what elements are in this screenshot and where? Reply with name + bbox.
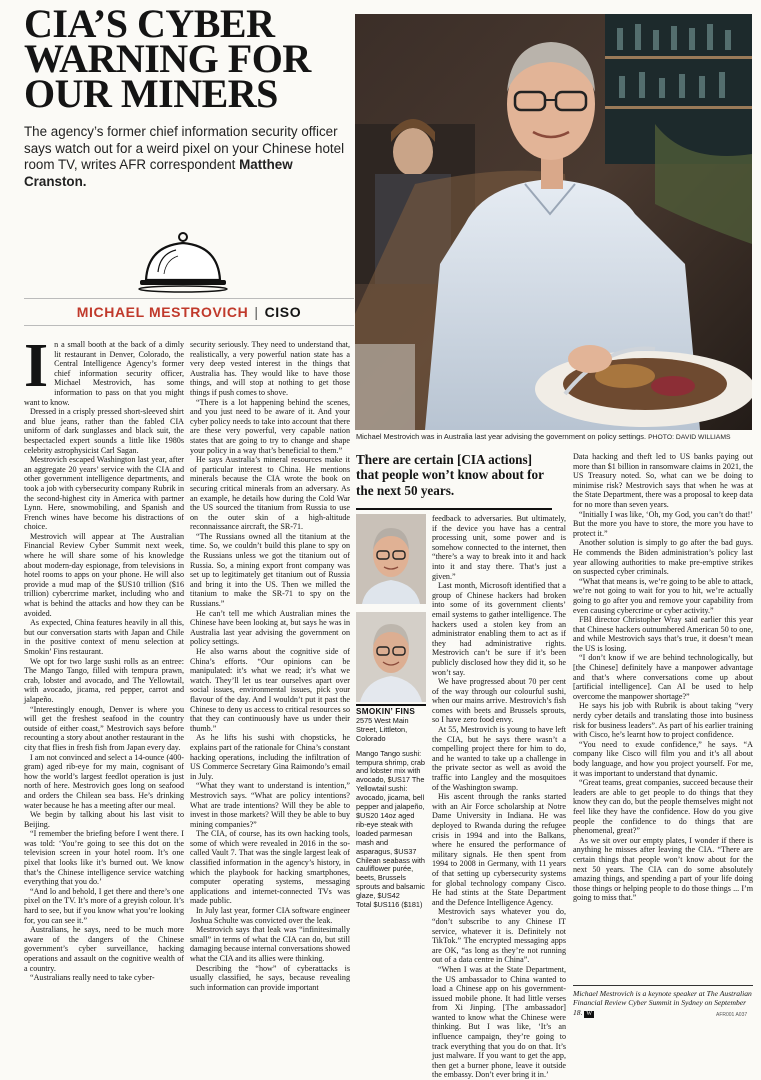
body-paragraph: He says Australia’s mineral resources make it of particular interest to China. He mentions minerals because the CIA wrote the book on securing critical minerals from an adversary. As an example, he details how during the Cold War the US sourced the titanium from Russia to use on the outer skin of a high-altitude reconnaissance aircraft, the SR-71. xyxy=(190,455,350,532)
mugshot-graphic xyxy=(356,514,426,604)
portrait-image xyxy=(355,14,752,430)
headline-line: WARNING FOR xyxy=(24,36,311,81)
caption-text: Michael Mestrovich was in Australia last year advising the government on policy settings. xyxy=(356,432,649,441)
body-paragraph: Mestrovich says that leak was “infinitesimally small” in terms of what the CIA can do, but still damaging because internal conversations showed what the CIA and its allies were thinking. xyxy=(190,925,350,963)
body-paragraph xyxy=(24,332,184,407)
body-paragraph: As he lifts his sushi with chopsticks, he explains part of the rationale for China’s constant hacking operations, including the infiltration of US Commerce Secretary Gina Raimondo’s email in July. xyxy=(190,733,350,781)
body-paragraph: Australians, he says, need to be much more aware of the dangers of the Chinese government’s cyber surveillance, hacking operations and assault on the cognitive wealth of a country. xyxy=(24,925,184,973)
body-paragraph: Describing the “how” of cyberattacks is usually classified, he says, because revealing such information can provide important xyxy=(190,963,350,992)
body-paragraph: Mestrovich escaped Washington last year, after an aggregate 20 years’ service with the CIA and other government intelligence departments, and took a job with cybersecurity company Rubrik in the second-highest city in America with partner Lynn. Here, snowmobiling, and Spanish and French wines have become his distractions of choice. xyxy=(24,455,184,532)
standfirst-author: Matthew Cranston. xyxy=(24,157,293,189)
body-paragraph: Mestrovich will appear at The Australian Financial Review Cyber Summit next week, where he will share some of his knowledge about modern-day espionage, from televisions in hotel rooms to apps on your phone. He will also provide a mud map of the $US10 trillion ($16 trillion) cybercrime market, including who and what is behind the attacks and how they can be avoided. xyxy=(24,531,184,618)
body-paragraph: “And lo and behold, I get there and there’s one pixel on the TV. It’s more of a greyish colour. It’s hard to see, but if you know what you’re looking for, you can see it.” xyxy=(24,886,184,925)
body-paragraph: “Australians really need to take cyber- xyxy=(30,973,155,983)
body-paragraph: Data hacking and theft led to US banks paying out more than $1 billion in ransomware claims in 2021, the US Treasury noted. So, what can we be doing to minimise risk? Mestrovich says that when he was at the State Department, there was a proposal to keep data for no more than seven years. xyxy=(573,452,753,509)
photo-credit: PHOTO: DAVID WILLIAMS xyxy=(648,434,731,441)
headline-line: OUR MINERS xyxy=(24,71,278,116)
sidebar-heading: SMOKIN’ FINS xyxy=(356,704,426,717)
sidebar-address: 2575 West Main Street, Littleton, Colorado xyxy=(356,715,409,743)
body-paragraph: “Great teams, great companies, succeed because their leaders are able to get people to do things that they know they can do, but the people themselves might not feel like they have the confidence. How do you give people the confidence to do things that are phenomenal, great?” xyxy=(573,778,753,836)
body-paragraph: FBI director Christopher Wray said earlier this year that Chinese hackers outnumbered American 50 to one, and while Mestrovich says that’s true, it doesn’t mean the US is losing. xyxy=(573,615,753,653)
body-paragraph: “I remember the briefing before I went there. I was told: ‘You’re going to see this dot on the television screen in your hotel room. It’s one pixel that looks like it’s burned out. We know that’s the Chinese intelligence service watching everything that you do.’ xyxy=(24,829,184,887)
body-paragraph: security seriously. They need to understand that, realistically, a very powerful nation state has a very deep vested interest in the things that Australia has. They would like to have those things, and will stop at nothing to get those things if push comes to shove. xyxy=(190,340,350,397)
body-column-2 xyxy=(190,340,350,992)
body-paragraph: “You need to exude confidence,” he says. “A company like Cisco will film you and it’s all about body language, and how you project yourself. For me, it was important to understand that dynamic. xyxy=(573,739,753,778)
body-paragraph: He also warns about the cognitive side of China’s efforts. “Our opinions can be manipulated: it’s what we read; it’s what we watch. They’ll let us tear ourselves apart over social issues, environmental issues, pick your flavour of the day. And I wouldn’t put it past the Chinese to deny us access to critical resources so that they can continuously have us under their thumb.” xyxy=(190,647,350,733)
body-paragraph: “I don’t know if we are behind technologically, but [the Chinese] definitely have a manpower advantage and that’s where conversations come up about [artificial intelligence]. Can AI be used to help overcome the manpower shortage?” xyxy=(573,653,753,701)
body-paragraph: “Interestingly enough, Denver is where you will get the freshest seafood in the country outside of either coast,” Mestrovich says before recounting a story about another restaurant in the city that flies in fresh fish from Japan every day. xyxy=(24,704,184,752)
body-paragraph: We have progressed about 70 per cent of the way through our colourful sushi, when our mains arrive. Mestrovich’s fish comes with beets and Brussels sprouts, so I have zero food envy. xyxy=(432,677,566,725)
sidebar-menu: Mango Tango sushi: tempura shrimp, crab and lobster mix with avocado, $US17 The Yellowtail sushi: avocado, jicama, bell pepper and jalapeño, $US20 14oz aged rib-eye steak with loaded parmesan mash and asparagus, $US37 Chilean seabass with cauliflower purée, beets, Brussels sprouts and balsamic glaze, $US42 xyxy=(356,748,425,901)
headline xyxy=(24,1,354,116)
body-paragraph: His ascent through the ranks started with an Air Force scholarship at Notre Dame University in Indiana. He was deployed to Rwanda during the refugee crisis in 1994 and into the Balkans, where he ensured the performance of military signals. He then spent from 1994 to 2008 in Germany, with 11 years of that setting up cybersecurity systems for global technology company Cisco. He had stints at the State Department and the Defence Intelligence Agency. xyxy=(432,792,566,907)
body-paragraph: He can’t tell me which Australian mines the Chinese have been looking at, but says he was in Australia last year advising the government on policy settings. xyxy=(190,608,350,647)
end-mark: W xyxy=(586,1010,593,1017)
body-paragraph: In July last year, former CIA software engineer Joshua Schulte was convicted over the leak. xyxy=(190,906,350,925)
main-photo xyxy=(355,14,752,430)
dropcap: I xyxy=(24,332,49,400)
byline-separator: | xyxy=(254,304,259,320)
body-column-1 xyxy=(24,332,184,983)
cloche-icon xyxy=(136,230,230,294)
body-paragraph: As we sit over our empty plates, I wonder if there is anything he misses after leaving the CIA. “There are certain things that people won’t know about for the next 50 years. The CIA can do some absolutely amazing things, and spending a part of your life doing those things or helping people to do those things ... I’m going to miss that.” xyxy=(573,835,753,903)
body-column-3 xyxy=(432,514,566,1080)
body-column-4 xyxy=(573,452,753,903)
body-paragraph: “There is a lot happening behind the scenes, and you just need to be aware of it. And your cyber policy needs to take into account that there are these very powerful, very capable nation states that are going to try to change and shape your policy in a way that’s beneficial to them.” xyxy=(190,397,350,455)
mugshot-graphic xyxy=(356,612,426,702)
sidebar-total: Total $US116 ($181) xyxy=(356,900,423,910)
photo-caption xyxy=(356,432,752,442)
byline-section: CISO xyxy=(264,304,302,320)
body-paragraph: “Initially I was like, ‘Oh, my God, you can’t do that!’ But the more you have to store, the more you have to protect it.” xyxy=(573,509,753,538)
byline xyxy=(24,298,354,326)
restaurant-sidebar xyxy=(356,704,426,910)
body-paragraph: Dressed in a crisply pressed short-sleeved shirt and blue jeans, rather than the fabled CIA uniform of dark sunglasses and black suit, the bespectacled expert sounds a little like 1980s celebrity astrophysicist Carl Sagan. xyxy=(24,407,184,455)
pull-quote-rule xyxy=(356,508,552,510)
body-paragraph: “When I was at the State Department, the US ambassador to China wanted to load a Chinese app on his government-issued mobile phone. It had little verses from Xi Jinping. [The ambassador] wanted to know what the Chinese were thinking. But I was like, ‘It’s an influence campaign, they’re going to track everything that you do on that. It’s just malware. If you want to get the app, then get a burner phone, leave it outside the embassy. Don’t ever bring it in.’ xyxy=(432,964,566,1080)
body-paragraph: The CIA, of course, has its own hacking tools, some of which were revealed in 2016 in the so-called Vault 7. That was the single largest leak of classified information in the agency’s history, in which the playbook for hacking smartphones, computer operating systems, messaging applications and internet-connected TVs was made public. xyxy=(190,829,350,906)
headline-line: CIA’S CYBER xyxy=(24,1,275,46)
byline-name: MICHAEL MESTROVICH xyxy=(76,304,249,320)
standfirst xyxy=(24,124,354,190)
standfirst-text: The agency’s former chief information security officer says watch out for a weird pixel on your Chinese hotel room TV, writes AFR correspondent xyxy=(24,124,345,172)
body-paragraph: Mestrovich says whatever you do, “don’t subscribe to any Chinese IT service, whatever it is. Definitely not TikTok.” The encrypted messaging apps are OK, “as long as they’re not running out of a data centre in China”. xyxy=(432,907,566,965)
body-paragraph: As expected, China features heavily in all this, but our conversation starts with Japan and Chile in the positive context of menu selection at Smokin’ Fins restaurant. xyxy=(24,618,184,656)
page-code: AFR001 A037 xyxy=(716,1012,748,1018)
body-paragraph: feedback to adversaries. But ultimately, if the device you have has a central processing unit, some power and is somehow connected to the internet, then “there’s a way to break into it and hack into it and stay there. That’s just a given.” xyxy=(432,514,566,581)
footnote-text: Michael Mestrovich is a keynote speaker at The Australian Financial Review Cyber Summit in Sydney on September 18. xyxy=(573,989,752,1017)
body-paragraph: Last month, Microsoft identified that a group of Chinese hackers had broken into some of its government clients’ email systems to gather intelligence. The hackers used a stolen key from an administrator enabling them to act as if they had administrative rights. Mestrovich can’t be sure if it’s been publicly disclosed how they did it, so he won’t say. xyxy=(432,581,566,677)
body-paragraph: Another solution is simply to go after the bad guys. He commends the Biden administration’s policy last year allowing authorities to make pre-emptive strikes on suspected cyber criminals. xyxy=(573,538,753,577)
body-paragraph: We opt for two large sushi rolls as an entree: The Mango Tango, filled with tempura prawn, crab, lobster and avocado, and The Yellowtail, with avocado, jicama, red pepper, carrot and jalapeño. xyxy=(24,656,184,704)
body-paragraph: “What that means is, we’re going to be able to attack, we’re not going to wait for you to hit, we’re actually going to go after you and remove your capability from even causing cybercrime or cyber activity.” xyxy=(573,576,753,615)
body-paragraph: At 55, Mestrovich is young to have left the CIA, but he says there wasn’t a compelling project there for him to do, and he wanted to take up a challenge in the private sector as well as avoid the traffic into Langley and the mosquitoes of the Washington swamp. xyxy=(432,725,566,792)
body-paragraph: I am not convinced and select a 14-ounce (400-gram) aged rib-eye for my main, cognisant of how the world’s largest feedlot operation is just north of here. Mestrovich goes long on seafood and orders the Chilean sea bass. He’s drinking water because he has a meeting after our meal. xyxy=(24,752,184,810)
mugshot-image xyxy=(356,612,426,702)
body-paragraph: We begin by talking about his last visit to Beijing. xyxy=(24,810,184,829)
paragraph-text: n a small booth at the back of a dimly lit restaurant in Denver, Colorado, the Central Intelligence Agency’s former chief information security officer, Michael Mestrovich, has some information to pass on that you might want to know. xyxy=(24,340,184,407)
mugshot-image xyxy=(356,514,426,604)
body-paragraph: He says his job with Rubrik is about taking “very nerdy cyber details and translating those into business risk for business leaders”. As part of his earlier training with Cisco, he’s learnt how to project confidence. xyxy=(573,701,753,740)
body-paragraph: “What they want to understand is intention,” Mestrovich says. “What are policy intentions? What are trade intentions? Will they be able to invest in those markets? Will they be able to buy mining companies?” xyxy=(190,781,350,829)
body-paragraph: “The Russians owned all the titanium at the time. So, we couldn’t build this plane to spy on the Russians unless we got the titanium out of Russia. So, a mining export front company was set up to legitimately get titanium out of Russia and bring it into the US. Then we milled the titanium to make the SR-71 to spy on the Russians.” xyxy=(190,531,350,609)
pull-quote: There are certain [CIA actions] that people won’t know about for the next 50 years. xyxy=(356,452,544,498)
